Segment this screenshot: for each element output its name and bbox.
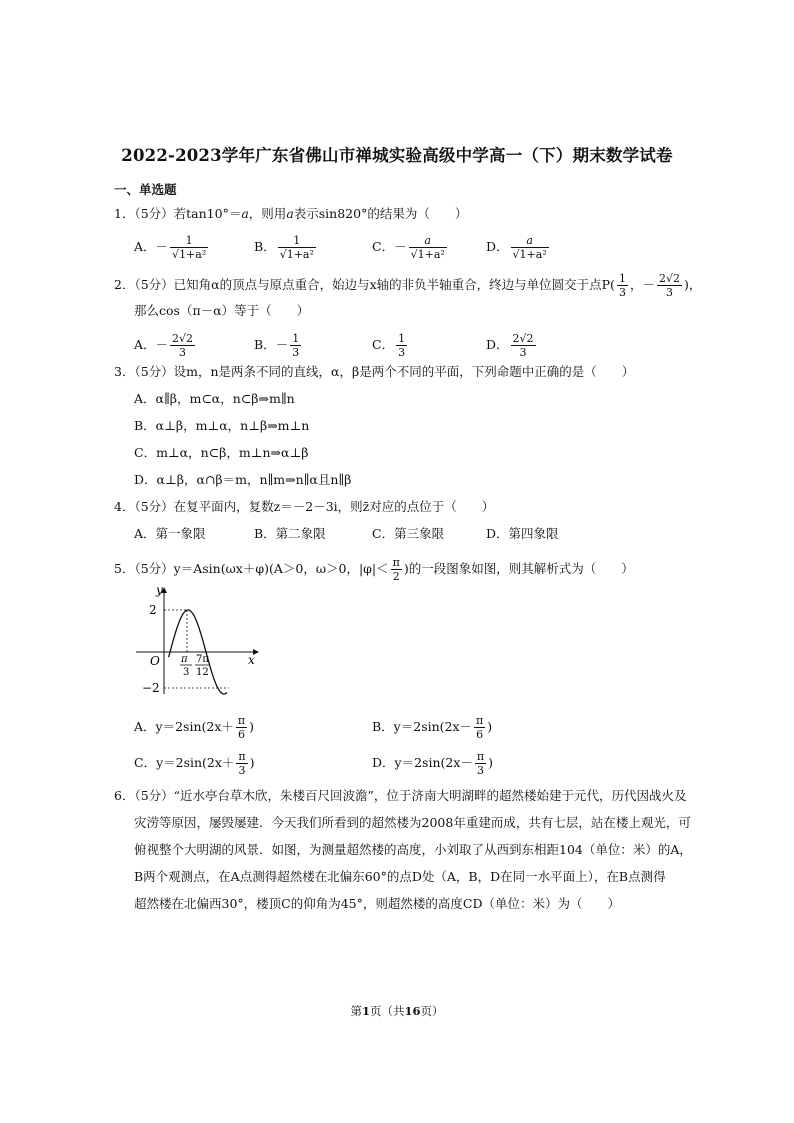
tick-7pi-12-den: 12 xyxy=(196,667,209,678)
question-4-stem: 4．（5分）在复平面内，复数z＝－2－3i，则z̄对应的点位于（ ） xyxy=(114,499,495,514)
question-6-line-1: 6．（5分）“近水亭台草木欣，朱楼百尺回波澹”，位于济南大明湖畔的超然楼始建于元代，历代因战火及 xyxy=(114,788,687,803)
question-4-option-c: C．第三象限 xyxy=(372,526,445,541)
question-2-option-a: A．－ $\frac{2√2}{3}$ xyxy=(134,332,194,359)
question-5-option-d: D．y＝2sin(2x－ $\frac{\pi}{3}$ ) xyxy=(372,750,494,777)
question-6-line-3: 俯视整个大明湖的风景．如图，为测量超然楼的高度，小刘取了从西到东相距104（单位：米）的A， xyxy=(134,842,692,857)
question-1-option-c: C．－ $\frac{a}{\text{√1+a²}}$ xyxy=(372,234,445,261)
exam-title: 2022-2023学年广东省佛山市禅城实验高级中学高一（下）期末数学试卷 xyxy=(121,146,673,165)
question-2-option-d: D． $\frac{2√2}{3}$ xyxy=(486,332,534,359)
y-axis-label: y xyxy=(156,583,163,597)
tick-7pi-12-num: 7π xyxy=(196,654,209,665)
question-3-option-b: B．α⊥β，m⊥α，n⊥β⇒m⊥n xyxy=(134,418,310,433)
question-5-option-a: A．y＝2sin(2x＋ $\frac{\pi}{6}$ ) xyxy=(134,714,255,741)
tick-pi-3-den: 3 xyxy=(183,667,190,678)
x-axis-label: x xyxy=(248,653,255,667)
question-6-line-2: 灾涝等原因，屡毁屡建．今天我们所看到的超然楼为2008年重建而成，共有七层，站在楼上观光，可 xyxy=(134,815,691,830)
question-2-stem-line-2: 那么cos（π－α）等于（ ） xyxy=(134,303,310,318)
origin-label: O xyxy=(150,654,160,668)
question-5-stem: 5．（5分）y＝Asin(ωx＋φ)(A＞0，ω＞0，|φ|＜ $\frac{\pi}{2}$ )的一段图象如图，则其解析式为（ ） xyxy=(114,556,634,583)
question-1-stem: 1．（5分）若tan10°＝a，则用a表示sin820°的结果为（ ） xyxy=(114,206,468,221)
question-4-option-d: D．第四象限 xyxy=(486,526,559,541)
question-3-stem: 3．（5分）设m，n是两条不同的直线，α，β是两个不同的平面，下列命题中正确的是（ ） xyxy=(114,364,635,379)
question-2-option-c: C． $\frac{1}{3}$ xyxy=(372,332,406,359)
section-heading: 一、单选题 xyxy=(114,182,177,197)
question-1-option-d: D． $\frac{a}{\text{√1+a²}}$ xyxy=(486,234,547,261)
question-4-option-a: A．第一象限 xyxy=(134,526,206,541)
question-2-option-b: B．－ $\frac{1}{3}$ xyxy=(254,332,300,359)
question-6-line-4: B两个观测点，在A点测得超然楼在北偏东60°的点D处（A，B，D在同一水平面上），在B点测得 xyxy=(134,869,666,884)
question-1-option-b: B． $\frac{1}{\text{√1+a²}}$ xyxy=(254,234,314,261)
page-footer: 第1页（共16页） xyxy=(350,1004,444,1018)
sine-graph xyxy=(134,582,266,698)
question-3-option-d: D．α⊥β，α∩β＝m，n∥m⇒n∥α且n∥β xyxy=(134,472,352,487)
question-3-option-a: A．α∥β，m⊂α，n⊂β⇒m∥n xyxy=(134,391,295,406)
tick-pi-3-num: π xyxy=(181,654,188,665)
question-1-option-a: A．－ $\frac{1}{\text{√1+a²}}$ xyxy=(134,234,207,261)
question-3-option-c: C．m⊥α，n⊂β，m⊥n⇒α⊥β xyxy=(134,445,309,460)
question-4-option-b: B．第二象限 xyxy=(254,526,326,541)
y-min-label: −2 xyxy=(142,681,160,695)
y-max-label: 2 xyxy=(149,603,157,617)
question-2-stem: 2．（5分）已知角α的顶点与原点重合，始边与x轴的非负半轴重合，终边与单位圆交于点P( $\frac{1}{3}$ ，－ $\frac{2√2}{3}$ )， xyxy=(114,272,702,299)
question-5-option-b: B．y＝2sin(2x－ $\frac{\pi}{6}$ ) xyxy=(372,714,493,741)
question-6-line-5: 超然楼在北偏西30°，楼顶C的仰角为45°，则超然楼的高度CD（单位：米）为（ ） xyxy=(134,896,620,911)
question-5-option-c: C．y＝2sin(2x＋ $\frac{\pi}{3}$ ) xyxy=(134,750,255,777)
